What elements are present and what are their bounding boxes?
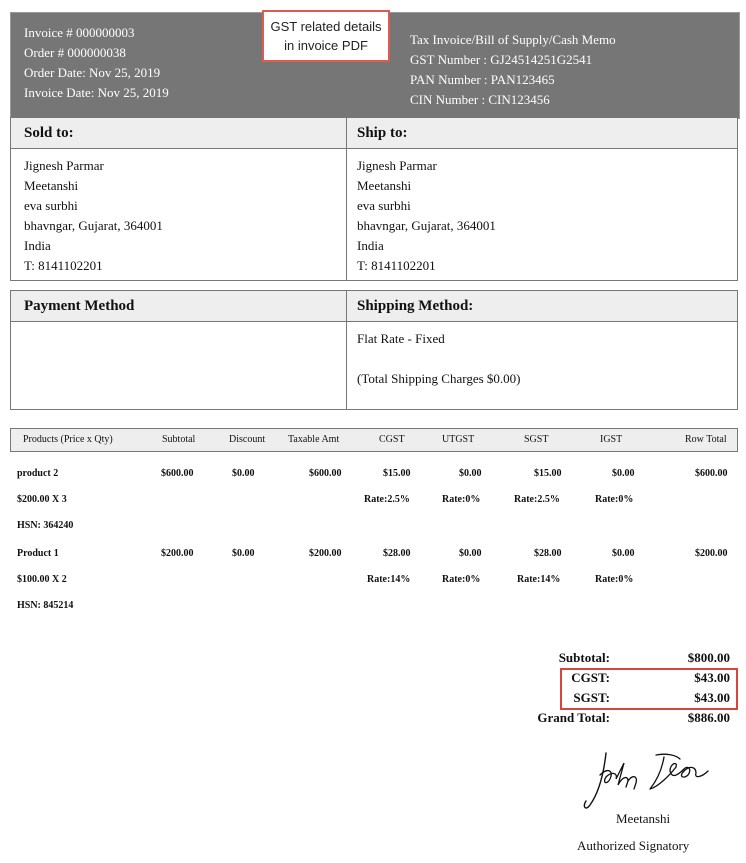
address-divider: [346, 118, 347, 280]
product-discount: $0.00: [232, 548, 255, 559]
ship-to-line: T: 8141102201: [357, 258, 436, 273]
cgst-rate: Rate:2.5%: [364, 494, 410, 505]
utgst-rate: Rate:0%: [442, 574, 481, 585]
signatory-title: Authorized Signatory: [577, 838, 690, 853]
cin-number: CIN Number : CIN123456: [410, 92, 550, 107]
th-discount: Discount: [229, 434, 266, 445]
sold-to-line: eva surbhi: [24, 198, 78, 213]
shipping-method-title: Shipping Method:: [357, 298, 474, 314]
th-cgst: CGST: [379, 434, 405, 445]
product-subtotal: $600.00: [161, 468, 194, 479]
grand-total-value: $886.00: [687, 710, 730, 725]
product-cgst: $28.00: [383, 548, 411, 559]
ship-to-line: bhavngar, Gujarat, 364001: [357, 218, 496, 233]
gst-number: GST Number : GJ24514251G2541: [410, 52, 593, 67]
signatory-name: Meetanshi: [616, 811, 671, 826]
sold-to-address: [24, 156, 163, 276]
ship-to-title: Ship to:: [357, 125, 408, 141]
grand-total-label: Grand Total:: [537, 710, 610, 725]
sold-to-line: Jignesh Parmar: [24, 158, 104, 173]
product-name: product 2: [17, 468, 59, 479]
th-products: Products (Price x Qty): [23, 434, 113, 445]
product-price-qty: $100.00 X 2: [17, 574, 67, 585]
product-discount: $0.00: [232, 468, 255, 479]
shipping-method-value: Flat Rate - Fixed: [357, 331, 445, 346]
sgst-total-value: $43.00: [694, 690, 730, 705]
ship-to-line: India: [357, 238, 384, 253]
sold-to-line: bhavngar, Gujarat, 364001: [24, 218, 163, 233]
sold-to-line: India: [24, 238, 51, 253]
payment-shipping-section: [10, 290, 738, 410]
product-hsn: HSN: 364240: [17, 520, 74, 531]
product-igst: $0.00: [612, 468, 635, 479]
product-utgst: $0.00: [459, 548, 482, 559]
product-taxable: $600.00: [309, 468, 342, 479]
sold-to-line: T: 8141102201: [24, 258, 103, 273]
th-row-total: Row Total: [685, 434, 727, 445]
product-row-total: $600.00: [695, 468, 728, 479]
subtotal-label: Subtotal:: [558, 650, 610, 665]
sold-to-line: Meetanshi: [24, 178, 79, 193]
ship-to-line: Jignesh Parmar: [357, 158, 437, 173]
sgst-rate: Rate:14%: [517, 574, 561, 585]
th-utgst: UTGST: [442, 434, 475, 445]
product-subtotal: $200.00: [161, 548, 194, 559]
cgst-rate: Rate:14%: [367, 574, 411, 585]
ship-to-line: eva surbhi: [357, 198, 411, 213]
sgst-total-label: SGST:: [573, 690, 610, 705]
ship-to-address: [357, 156, 496, 276]
pan-number: PAN Number : PAN123465: [410, 72, 555, 87]
th-sgst: SGST: [524, 434, 549, 445]
payment-method-title: Payment Method: [24, 298, 135, 314]
ship-to-line: Meetanshi: [357, 178, 412, 193]
order-date: Order Date: Nov 25, 2019: [24, 65, 161, 80]
cgst-total-value: $43.00: [694, 670, 730, 685]
address-section: [10, 117, 738, 281]
document-type: Tax Invoice/Bill of Supply/Cash Memo: [410, 32, 616, 47]
order-number: Order # 000000038: [24, 45, 126, 60]
sold-to-title: Sold to:: [24, 125, 74, 141]
signature-image: [578, 745, 718, 815]
product-hsn: HSN: 845214: [17, 600, 74, 611]
invoice-date: Invoice Date: Nov 25, 2019: [24, 85, 169, 100]
product-name: Product 1: [17, 548, 59, 559]
product-sgst: $28.00: [534, 548, 562, 559]
product-taxable: $200.00: [309, 548, 342, 559]
payment-divider: [346, 291, 347, 409]
callout-line-1: GST related details: [270, 19, 382, 34]
product-row-total: $200.00: [695, 548, 728, 559]
product-utgst: $0.00: [459, 468, 482, 479]
th-taxable: Taxable Amt: [288, 434, 340, 445]
subtotal-value: $800.00: [687, 650, 730, 665]
igst-rate: Rate:0%: [595, 574, 634, 585]
cgst-total-label: CGST:: [571, 670, 610, 685]
gst-totals-highlight: [560, 668, 738, 710]
igst-rate: Rate:0%: [595, 494, 634, 505]
th-igst: IGST: [600, 434, 623, 445]
product-price-qty: $200.00 X 3: [17, 494, 67, 505]
th-subtotal: Subtotal: [162, 434, 196, 445]
utgst-rate: Rate:0%: [442, 494, 481, 505]
product-sgst: $15.00: [534, 468, 562, 479]
callout-line-2: in invoice PDF: [284, 38, 368, 53]
sgst-rate: Rate:2.5%: [514, 494, 560, 505]
product-igst: $0.00: [612, 548, 635, 559]
shipping-charges: (Total Shipping Charges $0.00): [357, 371, 521, 386]
gst-callout: [262, 10, 390, 62]
product-cgst: $15.00: [383, 468, 411, 479]
invoice-number: Invoice # 000000003: [24, 25, 135, 40]
items-table-header: [10, 428, 738, 452]
